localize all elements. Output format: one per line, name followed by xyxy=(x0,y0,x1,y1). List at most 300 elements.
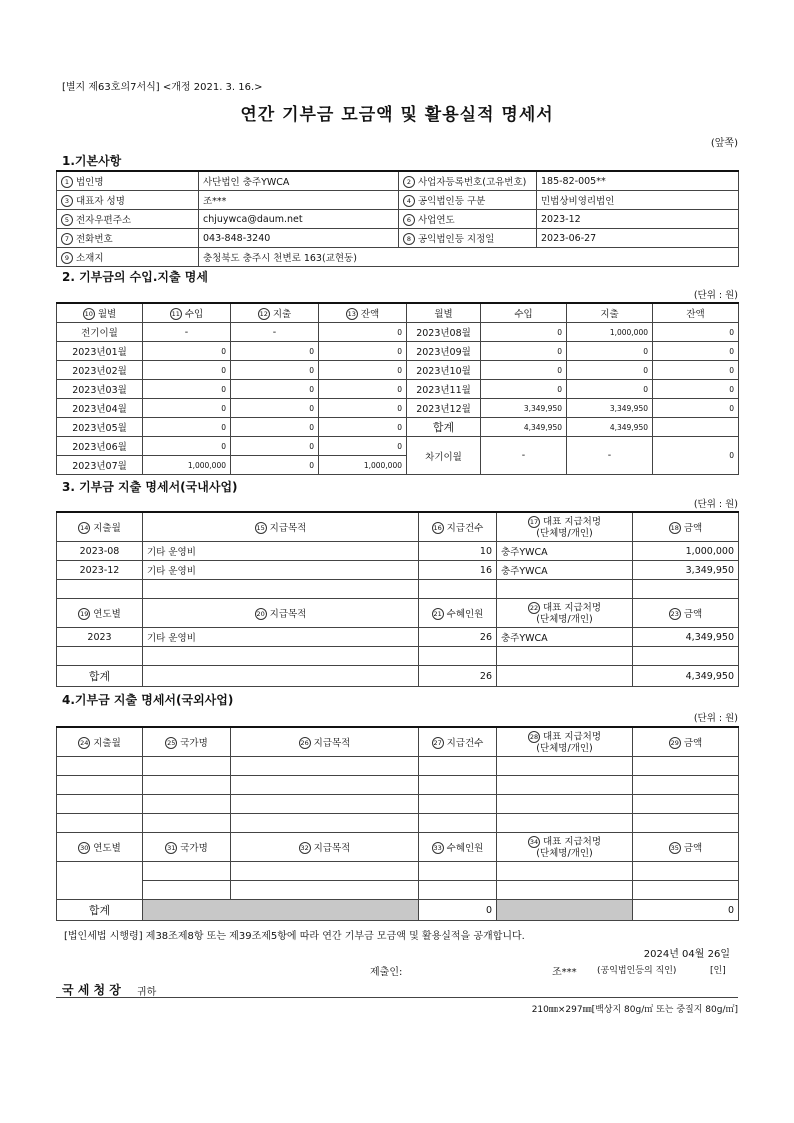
recipient-cell-text: 충주YWCA xyxy=(501,547,548,558)
empty-cell xyxy=(419,647,497,666)
column-header-text: 수혜인원 xyxy=(446,842,484,854)
empty-cell xyxy=(57,776,143,795)
month-cell xyxy=(407,418,481,437)
empty-cell xyxy=(231,862,419,881)
field-label xyxy=(57,210,199,229)
expense-cell xyxy=(567,323,653,342)
item-number-badge: 15 xyxy=(256,524,265,533)
two-line-header xyxy=(501,836,628,859)
expense-cell xyxy=(231,342,319,361)
item-number-badge: 29 xyxy=(670,739,679,748)
balance-cell-text: 0 xyxy=(397,346,402,356)
balance-cell xyxy=(319,418,407,437)
purpose-cell-text: 기타 운영비 xyxy=(147,566,196,577)
field-label xyxy=(57,229,199,248)
column-header xyxy=(143,599,419,628)
column-header xyxy=(497,599,633,628)
expense-cell xyxy=(567,361,653,380)
item-number-badge: 10 xyxy=(84,310,93,319)
column-header xyxy=(419,727,497,757)
column-header-text: 월별 xyxy=(434,309,453,320)
submitter-label: 제출인: xyxy=(370,967,403,978)
amount-cell xyxy=(633,628,739,647)
column-header-text: 지급목적 xyxy=(269,608,307,620)
empty-cell xyxy=(143,795,231,814)
field-label-text: 전자우편주소 xyxy=(76,214,132,226)
recipient-cell-text: 충주YWCA xyxy=(501,566,548,577)
carry-balance-text: 0 xyxy=(729,451,734,460)
item-number-badge: 2 xyxy=(403,176,415,188)
submitter-role: (공익법인등의 직인) xyxy=(597,966,677,976)
income-cell-text: 0 xyxy=(221,403,226,413)
item-number-badge: 4 xyxy=(403,195,415,207)
basic-info-row xyxy=(57,210,739,229)
expense-cell-text: 0 xyxy=(309,384,314,394)
expense-cell-text: 0 xyxy=(643,384,648,394)
income-cell xyxy=(143,437,231,456)
month-cell-text: 합계 xyxy=(432,421,455,434)
expense-row xyxy=(57,561,739,580)
empty-cell xyxy=(419,757,497,776)
field-label xyxy=(57,171,199,191)
page-side-note: (앞쪽) xyxy=(710,138,738,149)
income-cell xyxy=(481,418,567,437)
column-header xyxy=(143,833,231,862)
balance-cell-text: 0 xyxy=(729,346,734,356)
purpose-cell xyxy=(143,628,419,647)
month-cell xyxy=(57,456,143,475)
income-cell xyxy=(481,361,567,380)
header-row xyxy=(57,727,739,757)
expense-cell-text: 0 xyxy=(309,422,314,432)
empty-row xyxy=(57,814,739,833)
income-cell-text: 0 xyxy=(221,384,226,394)
expense-cell xyxy=(567,342,653,361)
empty-cell xyxy=(419,776,497,795)
purpose-cell-text: 기타 운영비 xyxy=(147,547,196,558)
header-line: (단체명/개인) xyxy=(536,527,593,539)
item-number-badge: 31 xyxy=(167,844,176,853)
balance-cell xyxy=(319,361,407,380)
column-header xyxy=(653,303,739,323)
item-number-badge: 21 xyxy=(433,610,442,619)
empty-row xyxy=(57,776,739,795)
month-cell-text: 2023년12월 xyxy=(416,404,471,415)
column-header xyxy=(57,833,143,862)
header-line: 28 대표 지급처명 xyxy=(529,731,602,742)
recipient-cell xyxy=(497,542,633,561)
item-number-badge: 12 xyxy=(259,310,268,319)
column-header xyxy=(481,303,567,323)
section4-heading: 4.기부금 지출 명세서(국외사업) xyxy=(62,693,234,707)
empty-cell xyxy=(231,881,419,900)
month-cell-text: 2023년04월 xyxy=(72,404,127,415)
address-row xyxy=(57,248,739,267)
expense-cell-text: 3,349,950 xyxy=(609,403,648,413)
period-cell-text: 2023-12 xyxy=(79,564,120,576)
expense-cell-text: - xyxy=(272,326,277,338)
income-cell xyxy=(143,342,231,361)
item-number-badge: 8 xyxy=(403,233,415,245)
empty-cell xyxy=(57,795,143,814)
column-header-text: 월별 xyxy=(97,308,117,320)
monthly-row xyxy=(57,361,739,380)
shaded-cell xyxy=(497,900,633,921)
recipient-cell xyxy=(497,561,633,580)
month-cell xyxy=(407,399,481,418)
month-cell xyxy=(407,323,481,342)
empty-cell xyxy=(143,776,231,795)
column-header xyxy=(57,512,143,542)
item-number-badge: 23 xyxy=(670,610,679,619)
header-row xyxy=(57,599,739,628)
empty-cell xyxy=(497,881,633,900)
month-cell-text: 2023년02월 xyxy=(72,366,127,377)
count-cell xyxy=(419,561,497,580)
empty-cell xyxy=(633,862,739,881)
total-label-text: 합계 xyxy=(88,904,111,917)
expense-cell-text: 0 xyxy=(643,365,648,375)
expense-cell-text: 0 xyxy=(309,365,314,375)
field-label xyxy=(57,248,199,267)
seal-mark: [인] xyxy=(710,966,726,976)
basic-info-table xyxy=(56,170,739,267)
field-value-text: 043-848-3240 xyxy=(203,232,271,244)
column-header-text: 지출 xyxy=(272,308,292,320)
field-value xyxy=(537,171,739,191)
section3-heading: 3. 기부금 지출 명세서(국내사업) xyxy=(62,480,238,494)
two-line-header xyxy=(501,516,628,539)
income-cell-text: - xyxy=(184,326,189,338)
column-header-text: 지급목적 xyxy=(313,842,351,854)
balance-cell-text: 0 xyxy=(397,327,402,337)
balance-cell-text: 0 xyxy=(729,403,734,413)
carry-expense xyxy=(567,437,653,475)
monthly-row xyxy=(57,342,739,361)
expense-cell-text: 4,349,950 xyxy=(609,422,648,432)
column-header-text: 금액 xyxy=(683,842,703,854)
item-number-badge: 9 xyxy=(61,252,73,264)
column-header xyxy=(567,303,653,323)
empty-cell xyxy=(143,647,419,666)
column-header xyxy=(497,833,633,862)
empty-cell xyxy=(419,862,497,881)
empty-cell xyxy=(497,776,633,795)
total-row xyxy=(57,900,739,921)
empty-cell xyxy=(57,647,143,666)
two-line-header xyxy=(501,602,628,625)
balance-cell-text: 0 xyxy=(397,422,402,432)
empty-row xyxy=(57,795,739,814)
field-label xyxy=(399,229,537,248)
empty-cell xyxy=(57,757,143,776)
field-label-text: 소재지 xyxy=(76,252,104,264)
column-header-text: 연도별 xyxy=(93,608,121,620)
empty-row xyxy=(57,580,739,599)
field-label xyxy=(57,191,199,210)
month-cell-text: 2023년09월 xyxy=(416,347,471,358)
purpose-cell-text: 기타 운영비 xyxy=(147,633,196,644)
amount-cell xyxy=(633,542,739,561)
period-cell xyxy=(57,542,143,561)
month-cell xyxy=(57,399,143,418)
balance-cell xyxy=(319,323,407,342)
balance-cell-text: 1,000,000 xyxy=(363,460,402,470)
income-cell xyxy=(481,399,567,418)
income-cell-text: 0 xyxy=(557,346,562,356)
section1-heading: 1.기본사항 xyxy=(62,154,122,168)
submission-date: 2024년 04월 26일 xyxy=(643,949,730,960)
income-cell xyxy=(143,418,231,437)
recipient-suffix: 귀하 xyxy=(137,987,157,998)
expense-cell xyxy=(567,418,653,437)
amount-cell xyxy=(633,561,739,580)
item-number-badge: 7 xyxy=(61,233,73,245)
income-cell-text: 0 xyxy=(557,384,562,394)
item-number-badge: 17 xyxy=(529,517,539,526)
column-header-text: 지급목적 xyxy=(313,737,351,749)
field-value xyxy=(537,191,739,210)
item-number-badge: 34 xyxy=(529,837,539,846)
expense-cell-text: 0 xyxy=(309,460,314,470)
balance-cell-text: 0 xyxy=(729,365,734,375)
empty-cell xyxy=(143,580,419,599)
field-label-text: 공익법인등 지정일 xyxy=(418,233,495,245)
income-cell xyxy=(143,399,231,418)
month-cell-text: 2023년11월 xyxy=(416,385,471,396)
field-label xyxy=(399,191,537,210)
month-cell-text: 전기이월 xyxy=(81,328,118,339)
header-row xyxy=(57,303,739,323)
item-number-badge: 5 xyxy=(61,214,73,226)
total-count xyxy=(419,900,497,921)
income-cell xyxy=(481,342,567,361)
column-header xyxy=(143,303,231,323)
field-value-text: 사단법인 충주YWCA xyxy=(203,177,290,188)
column-header xyxy=(57,303,143,323)
carry-label xyxy=(407,437,481,475)
month-cell-text: 2023년01월 xyxy=(72,347,127,358)
expense-row xyxy=(57,628,739,647)
field-value xyxy=(537,210,739,229)
field-value-text: 조*** xyxy=(203,196,227,207)
amount-cell-text: 3,349,950 xyxy=(685,564,734,576)
carry-label-text: 차기이월 xyxy=(425,451,462,463)
field-label xyxy=(399,210,537,229)
empty-cell xyxy=(419,881,497,900)
field-label-text: 법인명 xyxy=(76,176,104,188)
basic-info-row xyxy=(57,229,739,248)
recipient-cell xyxy=(497,628,633,647)
expense-cell xyxy=(231,323,319,342)
count-cell xyxy=(419,542,497,561)
header-row xyxy=(57,833,739,862)
expense-cell-text: 0 xyxy=(309,403,314,413)
total-count-text: 0 xyxy=(485,904,492,916)
balance-cell xyxy=(653,342,739,361)
month-cell-text: 2023년05월 xyxy=(72,423,127,434)
total-amount xyxy=(633,666,739,687)
expense-cell xyxy=(231,418,319,437)
income-cell-text: 0 xyxy=(221,346,226,356)
empty-cell xyxy=(633,881,739,900)
income-cell xyxy=(143,456,231,475)
item-number-badge: 35 xyxy=(670,844,679,853)
expense-cell-text: 0 xyxy=(309,346,314,356)
item-number-badge: 14 xyxy=(80,524,89,533)
item-number-badge: 26 xyxy=(300,739,309,748)
field-value-text: 2023-12 xyxy=(541,213,581,225)
empty-cell xyxy=(633,757,739,776)
month-cell xyxy=(407,380,481,399)
column-header xyxy=(419,599,497,628)
monthly-row xyxy=(57,380,739,399)
balance-cell-text: 0 xyxy=(729,327,734,337)
column-header-text: 금액 xyxy=(683,522,703,534)
balance-cell xyxy=(653,399,739,418)
month-cell xyxy=(407,342,481,361)
carry-income xyxy=(481,437,567,475)
column-header xyxy=(633,727,739,757)
period-cell-text: 2023-08 xyxy=(79,545,120,557)
column-header-text: 잔액 xyxy=(360,308,380,320)
purpose-cell xyxy=(143,561,419,580)
period-cell-text: 2023 xyxy=(87,631,112,643)
column-header-text: 수입 xyxy=(514,309,533,320)
income-cell-text: 0 xyxy=(221,422,226,432)
column-header xyxy=(633,833,739,862)
carry-expense-text: - xyxy=(607,450,612,461)
month-cell xyxy=(57,361,143,380)
empty-cell xyxy=(497,814,633,833)
field-value xyxy=(199,248,739,267)
recipient: 국 세 청 장 xyxy=(62,983,121,997)
paper-spec: 210㎜×297㎜[백상지 80g/㎡ 또는 중질지 80g/㎡] xyxy=(531,1005,738,1015)
balance-cell xyxy=(319,456,407,475)
empty-cell xyxy=(497,647,633,666)
empty-cell xyxy=(231,814,419,833)
field-value-text: 185-82-005** xyxy=(541,175,606,187)
amount-cell-text: 4,349,950 xyxy=(685,631,734,643)
header-line: 34 대표 지급처명 xyxy=(529,836,602,847)
period-cell xyxy=(57,561,143,580)
item-number-badge: 3 xyxy=(61,195,73,207)
column-header-text: 지급건수 xyxy=(446,522,484,534)
balance-cell-text: 0 xyxy=(729,384,734,394)
item-number-badge: 33 xyxy=(433,844,442,853)
balance-cell xyxy=(653,380,739,399)
empty-row xyxy=(57,647,739,666)
field-value-text: 민법상비영리법인 xyxy=(541,196,615,207)
month-cell-text: 2023년06월 xyxy=(72,442,127,453)
balance-cell xyxy=(653,361,739,380)
section2-unit: (단위 : 원) xyxy=(693,290,738,301)
column-header xyxy=(231,303,319,323)
item-number-badge: 20 xyxy=(256,610,265,619)
field-value-text: chjuywca@daum.net xyxy=(203,213,303,225)
balance-cell-text: 0 xyxy=(397,403,402,413)
column-header xyxy=(231,727,419,757)
item-number-badge: 6 xyxy=(403,214,415,226)
empty-cell xyxy=(231,776,419,795)
column-header xyxy=(407,303,481,323)
expense-cell xyxy=(567,399,653,418)
header-line: 22 대표 지급처명 xyxy=(529,602,602,613)
column-header-text: 지출월 xyxy=(93,522,121,534)
income-cell xyxy=(143,361,231,380)
empty-cell xyxy=(633,580,739,599)
shaded-cell xyxy=(143,900,419,921)
field-value xyxy=(537,229,739,248)
item-number-badge: 16 xyxy=(433,524,442,533)
item-number-badge: 19 xyxy=(80,610,89,619)
total-label xyxy=(57,666,143,687)
empty-cell xyxy=(143,862,231,881)
domestic-expense-table xyxy=(56,511,739,687)
month-cell xyxy=(57,380,143,399)
column-header xyxy=(57,727,143,757)
field-value xyxy=(199,171,399,191)
column-header xyxy=(419,833,497,862)
expense-cell xyxy=(231,361,319,380)
income-cell-text: 0 xyxy=(221,365,226,375)
empty-cell xyxy=(419,814,497,833)
empty-cell xyxy=(143,814,231,833)
footer-divider xyxy=(56,997,738,998)
column-header xyxy=(497,727,633,757)
total-amount-text: 0 xyxy=(727,904,734,916)
item-number-badge: 13 xyxy=(347,310,356,319)
column-header-text: 금액 xyxy=(683,737,703,749)
income-cell xyxy=(481,380,567,399)
item-number-badge: 22 xyxy=(529,603,539,612)
carry-balance xyxy=(653,437,739,475)
month-cell xyxy=(407,361,481,380)
count-cell-text: 16 xyxy=(479,564,492,576)
balance-cell-text: 0 xyxy=(397,441,402,451)
empty-cell xyxy=(57,814,143,833)
empty-cell xyxy=(633,795,739,814)
income-cell xyxy=(481,323,567,342)
column-header xyxy=(57,599,143,628)
empty-cell xyxy=(143,757,231,776)
empty-cell xyxy=(231,757,419,776)
empty-cell xyxy=(419,580,497,599)
item-number-badge: 27 xyxy=(433,739,442,748)
two-line-header xyxy=(501,731,628,754)
empty-cell xyxy=(497,580,633,599)
section4-unit: (단위 : 원) xyxy=(693,713,738,724)
column-header-text: 수혜인원 xyxy=(446,608,484,620)
header-line: 17 대표 지급처명 xyxy=(529,516,602,527)
column-header-text: 연도별 xyxy=(93,842,121,854)
column-header-text: 지출 xyxy=(600,309,619,320)
expense-cell-text: 0 xyxy=(643,346,648,356)
column-header xyxy=(497,512,633,542)
month-cell xyxy=(57,437,143,456)
balance-cell xyxy=(653,418,739,437)
empty-cell xyxy=(497,757,633,776)
column-header-text: 국가명 xyxy=(180,737,208,749)
income-cell xyxy=(143,323,231,342)
field-value-text: 2023-06-27 xyxy=(541,232,597,244)
column-header-text: 지급목적 xyxy=(269,522,307,534)
item-number-badge: 11 xyxy=(171,310,180,319)
item-number-badge: 25 xyxy=(167,739,176,748)
empty-cell xyxy=(497,666,633,687)
header-line: (단체명/개인) xyxy=(536,742,593,754)
period-cell xyxy=(57,628,143,647)
